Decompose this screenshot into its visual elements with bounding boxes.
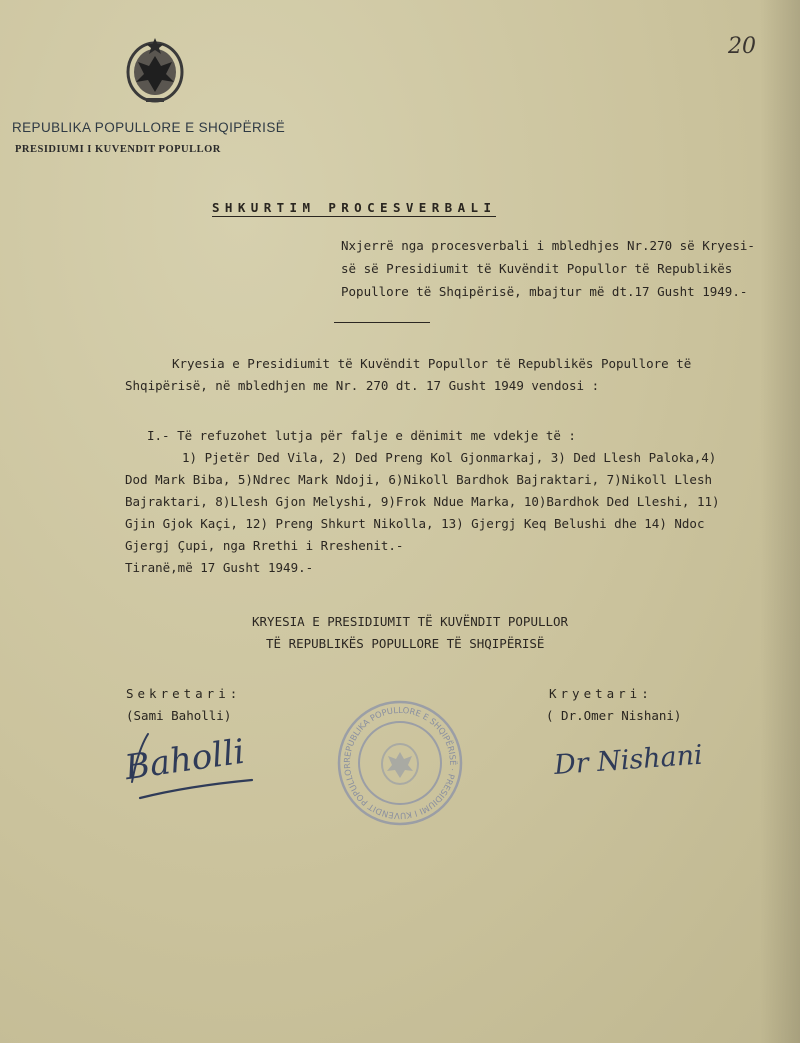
chair-signature <box>550 728 740 788</box>
decision-line: Gjin Gjok Kaçi, 12) Preng Shkurt Nikolla, 13) Gjergj Keq Belushi dhe 14) Ndoc <box>125 516 705 531</box>
decision-line: Gjergj Çupi, nga Rrethi i Rreshenit.- <box>125 538 404 553</box>
secretary-signature-text: Baholli <box>122 731 248 789</box>
chair-title: Kryetari: <box>549 686 653 701</box>
intro-line: Popullore të Shqipërisë, mbajtur më dt.17 Gusht 1949.- <box>341 284 748 299</box>
document-title: SHKURTIM PROCESVERBALI <box>212 200 497 215</box>
official-seal-icon <box>335 698 465 828</box>
page-edge-shadow <box>760 0 800 1043</box>
header-republic: REPUBLIKA POPULLORE E SHQIPËRISË <box>12 120 286 135</box>
paragraph-line: Shqipërisë, në mbledhjen me Nr. 270 dt. 17 Gusht 1949 vendosi : <box>125 378 600 393</box>
divider <box>334 322 430 323</box>
seal-text: REPUBLIKA POPULLORE E SHQIPËRISË · PRESIDIUMI I KUVENDIT POPULLOR <box>341 704 459 822</box>
chair-signature-text: Dr Nishani <box>553 739 704 781</box>
paragraph-line: Kryesia e Presidiumit të Kuvëndit Popullor të Republikës Popullore të <box>172 356 692 371</box>
decision-line: Bajraktari, 8)Llesh Gjon Melyshi, 9)Frok Ndue Marka, 10)Bardhok Ded Lleshi, 11) <box>125 494 720 509</box>
secretary-title: Sekretari: <box>126 686 242 701</box>
intro-line: së së Presidiumit të Kuvëndit Popullor të Republikës <box>341 261 733 276</box>
place-date: Tiranë,më 17 Gusht 1949.- <box>125 560 314 575</box>
intro-line: Nxjerrë nga procesverbali i mbledhjes Nr.270 së Kryesi- <box>341 238 755 253</box>
closing-line: TË REPUBLIKËS POPULLORE TË SHQIPËRISË <box>266 636 545 651</box>
decision-line: I.- Të refuzohet lutja për falje e dënimit me vdekje të : <box>147 428 576 443</box>
header-presidium: PRESIDIUMI I KUVENDIT POPULLOR <box>15 144 221 155</box>
decision-line: 1) Pjetër Ded Vila, 2) Ded Preng Kol Gjonmarkaj, 3) Ded Llesh Paloka,4) <box>182 450 717 465</box>
page-number: 20 <box>728 34 756 59</box>
chair-name: ( Dr.Omer Nishani) <box>546 708 682 723</box>
decision-line: Dod Mark Biba, 5)Ndrec Mark Ndoji, 6)Nikoll Bardhok Bajraktari, 7)Nikoll Llesh <box>125 472 712 487</box>
closing-line: KRYESIA E PRESIDIUMIT TË KUVËNDIT POPULLOR <box>252 614 569 629</box>
secretary-signature <box>118 720 258 806</box>
state-emblem-icon <box>124 36 186 104</box>
secretary-name: (Sami Baholli) <box>126 708 232 723</box>
